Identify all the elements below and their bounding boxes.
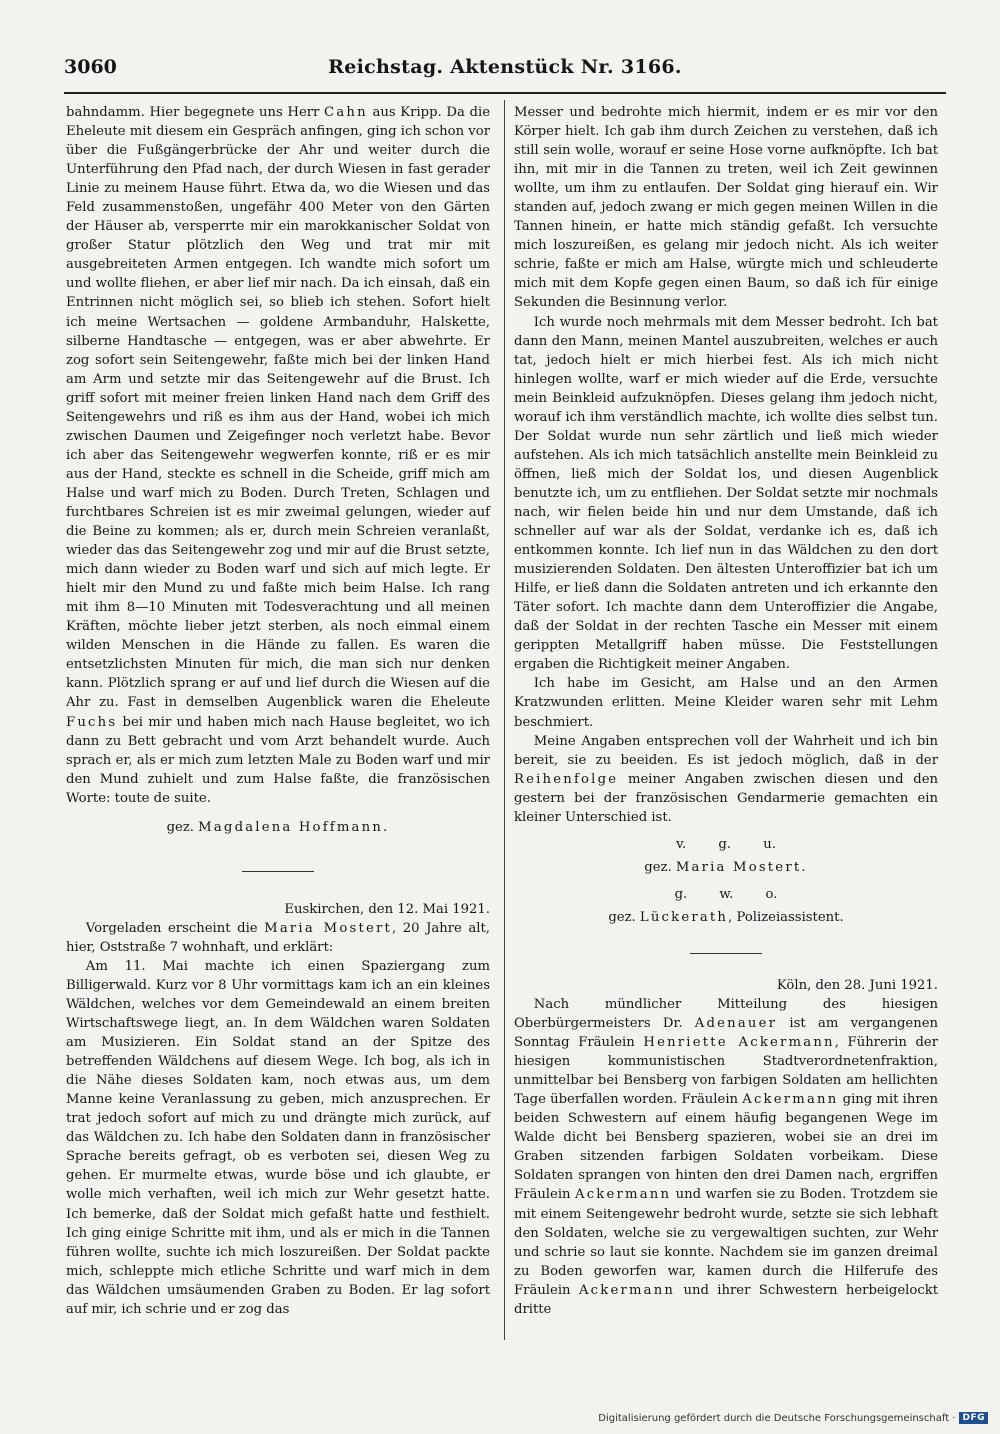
paragraph: Nach mündlicher Mitteilung des hiesigen Oberbürgermeisters Dr. Adenauer ist am vergangenen Sonntag Fräulein Henriette Ackermann, Führerin der hiesigen kommunistischen Stadtverordnetenfraktion, unmittelbar bei Bensberg von farbigen Soldaten am hellichten Tage überfallen worden. Fräulein Ackermann ging mit ihren beiden Schwestern auf einem häufig begangenen Wege im Walde dicht bei Bensberg spazieren, wobei sie an drei im Graben sitzenden farbigen Soldaten vorbeikam. Diese Soldaten sprangen von hinten den drei Damen nach, ergriffen Fräulein Ackermann und warfen sie zu Boden. Trotzdem sie mit einem Seitengewehr bedroht wurde, setzte sie sich lebhaft den Soldaten, welche sie zu vergewaltigen suchten, zur Wehr und schrie so laut sie konnte. Nachdem sie im ganzen dreimal zu Boden geworfen war, kamen durch die Hilferufe des Fräulein Ackermann und ihrer Schwestern herbeigelockt dritte <box>514 997 938 1317</box>
person-name: Adenauer <box>694 1016 778 1032</box>
paragraph: Ich habe im Gesicht, am Halse und an den Armen Kratzwunden erlitten. Meine Kleider waren sehr mit Lehm beschmiert. <box>514 676 938 730</box>
page-title: Reichstag. Aktenstück Nr. 3166. <box>328 56 682 78</box>
column-divider <box>504 100 505 1340</box>
person-name: Fuchs <box>66 714 118 730</box>
attestation-gwo: g. w. o. <box>674 886 778 902</box>
right-column <box>514 103 938 1319</box>
signature-line: gez. Maria Mostert. <box>644 859 808 875</box>
paragraph: Vorgeladen erscheint die Maria Mostert, 20 Jahre alt, hier, Oststraße 7 wohnhaft, und erklärt: <box>66 920 490 955</box>
footer-text: Digitalisierung gefördert durch die Deutsche Forschungsgemeinschaft · <box>598 1412 956 1424</box>
paragraph: Am 11. Mai machte ich einen Spaziergang zum Billigerwald. Kurz vor 8 Uhr vormittags kam ich an ein kleines Wäldchen, welches vor dem Gemeindewald an einem breiten Wirtschaftswege liegt, an. In dem Wäldchen waren Soldaten am Musizieren. Ein Soldat stand an der Spitze des betreffenden Wäldchens auf diesem Wege. Ich bog, als ich in die Nähe dieses Soldaten kam, noch etwas aus, um dem Manne keine Veranlassung zu geben, mich anzusprechen. Er trat jedoch sofort auf mich zu und drängte mich zurück, auf das Wäldchen zu. Ich habe den Soldaten dann in französischer Sprache bereits gefragt, ob es verboten sei, diesen Weg zu gehen. Er murmelte etwas, wurde böse und ich glaubte, er wolle mich verhaften, weil ich mich zur Wehr gesetzt hatte. Ich bemerke, daß der Soldat mich gefaßt hatte und festhielt. Ich ging einige Schritte mit ihm, und als er mich in die Tannen führen wollte, suchte ich mich loszureißen. Der Soldat packte mich, schleppte mich etliche Schritte und warf mich in dem das Wäldchen umsäumenden Graben zu Boden. Er lag sofort auf mir, ich schrie und er zog das <box>66 958 490 1317</box>
person-name: Ackermann <box>742 1092 839 1108</box>
signature-line: gez. Lückerath, Polizeiassistent. <box>608 909 844 925</box>
dfg-logo: DFG <box>959 1412 988 1424</box>
person-name: Maria Mostert <box>264 920 392 936</box>
person-name: Ackermann <box>578 1282 676 1298</box>
digitization-footer <box>598 1412 988 1424</box>
attestation-vgu: v. g. u. <box>676 836 776 852</box>
signature-line: gez. Magdalena Hoffmann. <box>166 819 390 835</box>
person-name: Ackermann <box>575 1187 672 1203</box>
page-number: 3060 <box>64 56 117 78</box>
left-column <box>66 103 490 1319</box>
page-header <box>64 52 946 86</box>
paragraph: Ich wurde noch mehrmals mit dem Messer bedroht. Ich bat dann den Mann, meinen Mantel auszubreiten, welches er auch tat, jedoch hielt er mich hierbei fest. Als ich mich nicht hinlegen wollte, warf er mich wieder auf die Erde, versuchte mein Beinkleid aufzuknöpfen. Dieses gelang ihm jedoch nicht, worauf ich ihm verständlich machte, ich wollte dies selbst tun. Der Soldat wurde nun sehr zärtlich und ließ mich wieder aufstehen. Als ich mich tatsächlich anstellte mein Beinkleid zu öffnen, ließ mich der Soldat los, und diesen Augenblick benutzte ich, um zu entfliehen. Der Soldat setzte mir nochmals nach, wir fielen beide hin und nur dem Umstande, daß ich schneller auf war als der Soldat, verdanke ich es, daß ich entkommen konnte. Ich lief nun in das Wäldchen zu den dort musizierenden Soldaten. Den ältesten Unteroffizier bat ich um Hilfe, er ließ dann die Soldaten antreten und ich erkannte den Täter sofort. Ich machte dann dem Unteroffizier die Angabe, daß der Soldat in der rechten Tasche ein Messer mit einem gerippten Metallgriff haben müsse. Die Feststellungen ergaben die Richtigkeit meiner Angaben. <box>514 314 938 673</box>
person-name: Henriette Ackermann <box>643 1035 835 1051</box>
paragraph: bahndamm. Hier begegnete uns Herr Cahn aus Kripp. Da die Eheleute mit diesem ein Gespräch anfingen, ging ich schon vor über die Fußgängerbrücke der Ahr und weiter durch die Unterführung den Pfad nach, der durch Wiesen in fast gerader Linie zu meinem Hause führt. Etwa da, wo die Wiesen und das Feld zusammenstoßen, ungefähr 400 Meter von den Gärten der Häuser ab, versperrte mir ein marokkanischer Soldat von großer Statur plötzlich den Weg und trat mir mit ausgebreiteten Armen entgegen. Ich wandte mich sofort um und wollte fliehen, er aber lief mir nach. Da ich einsah, daß ein Entrinnen nicht möglich sei, so blieb ich stehen. Sofort hielt ich meine Wertsachen — goldene Armbanduhr, Halskette, silberne Handtasche — entgegen, was er aber abwehrte. Er zog sofort sein Seitengewehr, faßte mich bei der linken Hand am Arm und setzte mir das Seitengewehr auf die Brust. Ich griff sofort mit meiner freien linken Hand nach dem Griff des Seitengewehrs und riß es ihm aus der Hand, wobei ich mich zwischen Daumen und Zeigefinger noch verletzt habe. Bevor ich aber das Seitengewehr wegwerfen konnte, riß er es mir aus der Hand, steckte es schnell in die Scheide, griff mich am Halse und warf mich zu Boden. Durch Treten, Schlagen und furchtbares Schreien ist es mir zweimal gelungen, wieder auf die Beine zu kommen; als er, durch mein Schreien veranlaßt, wieder das das Seitengewehr zog und mir auf die Brust setzte, mich dann wieder zu Boden warf und sich auf mich legte. Er hielt mir den Mund zu und faßte mich beim Halse. Ich rang mit ihm 8—10 Minuten mit Todesverachtung und all meinen Kräften, möchte lieber jetzt sterben, als noch einmal einem wilden Menschen in die Hände zu fallen. Es waren die entsetzlichsten Minuten für mich, die man sich nur denken kann. Plötzlich sprang er auf und lief durch die Wiesen auf die Ahr zu. Fast in demselben Augenblick waren die Eheleute Fuchs bei mir und haben mich nach Hause begleitet, wo ich dann zu Bett gebracht und vom Arzt behandelt wurde. Auch sprach er, als er mich zum letzten Male zu Boden warf und mir den Mund zuhielt und zum Halse faßte, die französischen Worte: toute de suite. <box>66 105 490 806</box>
person-name: Cahn <box>324 105 368 120</box>
place-date: Euskirchen, den 12. Mai 1921. <box>284 901 490 917</box>
paragraph: Messer und bedrohte mich hiermit, indem er es mir vor den Körper hielt. Ich gab ihm durch Zeichen zu verstehen, daß ich still sein wolle, worauf er seine Hose vorne aufknöpfte. Ich bat ihn, mit mir in die Tannen zu treten, weil ich Zeit gewinnen wollte, um ihm zu entlaufen. Der Soldat ging hierauf ein. Wir standen auf, jedoch zwang er mich gegen meinen Willen in die Tannen hinein, er hatte mich ständig gefaßt. Ich versuchte mich loszureißen, es gelang mir jedoch nicht. Als ich weiter schrie, faßte er mich am Halse, würgte mich und schleuderte mich mit dem Kopfe gegen einen Baum, so daß ich für einige Sekunden die Besinnung verlor. <box>514 105 938 311</box>
paragraph: Meine Angaben entsprechen voll der Wahrheit und ich bin bereit, sie zu beeiden. Es ist jedoch möglich, daß in der Reihenfolge meiner Angaben zwischen diesen und den gestern bei der französischen Gendarmerie gemachten ein kleiner Unterschied ist. <box>514 733 938 825</box>
place-date: Köln, den 28. Juni 1921. <box>776 977 938 993</box>
header-rule <box>64 92 946 94</box>
